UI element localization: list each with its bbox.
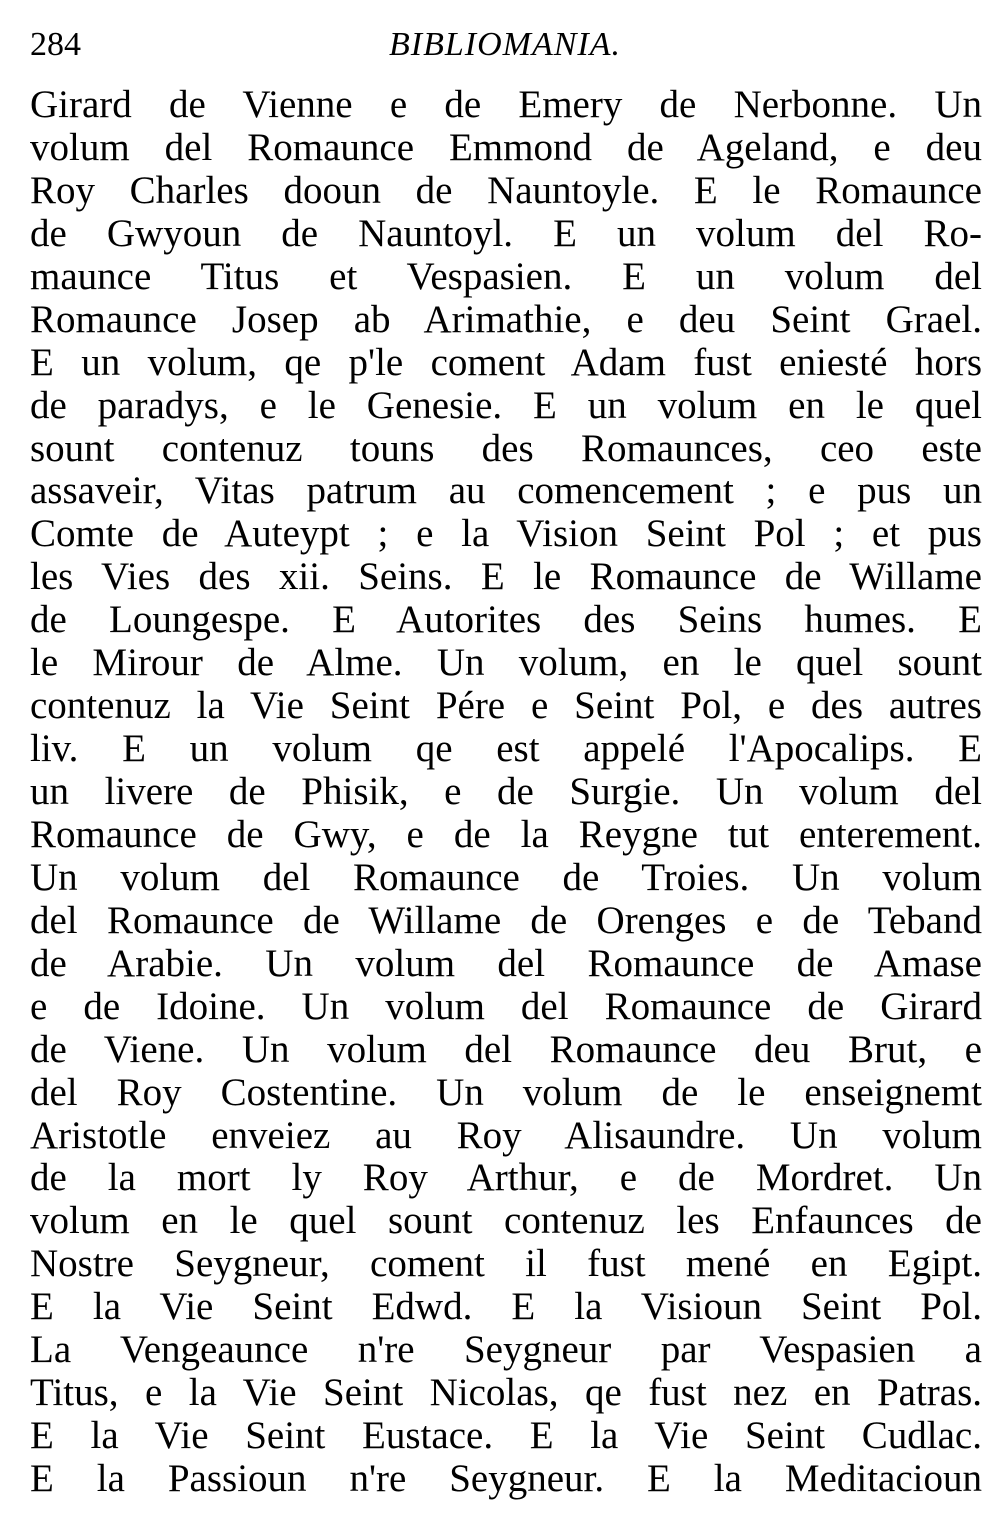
text-line: Titus, e la Vie Seint Nicolas, qe fust nez en Patras.: [30, 1372, 982, 1415]
text-line: assaveir, Vitas patrum au comencement ; e pus un: [30, 470, 982, 513]
text-line: E la Vie Seint Edwd. E la Visioun Seint Pol.: [30, 1286, 982, 1329]
page-number: 284: [30, 26, 81, 63]
page-header: [30, 22, 980, 72]
text-line: E la Passioun n're Seygneur. E la Meditacioun: [30, 1458, 982, 1500]
text-line: de paradys, e le Genesie. E un volum en le quel: [30, 384, 982, 427]
text-line: Aristotle enveiez au Roy Alisaundre. Un volum: [30, 1114, 982, 1157]
text-line: liv. E un volum qe est appelé l'Apocalips. E: [30, 728, 982, 771]
text-line: de Gwyoun de Nauntoyl. E un volum del Ro-: [30, 212, 982, 255]
text-line: del Roy Costentine. Un volum de le enseignemt: [30, 1071, 982, 1114]
text-line: Romaunce Josep ab Arimathie, e deu Seint Grael.: [30, 298, 982, 341]
text-line: del Romaunce de Willame de Orenges e de Teband: [30, 899, 982, 942]
text-line: La Vengeaunce n're Seygneur par Vespasien a: [30, 1329, 982, 1372]
text-line: volum del Romaunce Emmond de Ageland, e deu: [30, 126, 982, 169]
text-line: de Viene. Un volum del Romaunce deu Brut, e: [30, 1028, 982, 1071]
text-line: sount contenuz touns des Romaunces, ceo este: [30, 427, 982, 470]
text-line: e de Idoine. Un volum del Romaunce de Girard: [30, 985, 982, 1028]
text-line: Nostre Seygneur, coment il fust mené en Egipt.: [30, 1243, 982, 1286]
text-line: Romaunce de Gwy, e de la Reygne tut enterement.: [30, 813, 982, 856]
body-text: [30, 84, 982, 1501]
text-line: de Arabie. Un volum del Romaunce de Amase: [30, 942, 982, 985]
text-line: de la mort ly Roy Arthur, e de Mordret. Un: [30, 1157, 982, 1200]
text-line: maunce Titus et Vespasien. E un volum del: [30, 255, 982, 298]
text-line: Girard de Vienne e de Emery de Nerbonne. Un: [30, 84, 982, 126]
text-line: de Loungespe. E Autorites des Seins humes. E: [30, 599, 982, 642]
text-line: volum en le quel sount contenuz les Enfaunces de: [30, 1200, 982, 1243]
text-line: E la Vie Seint Eustace. E la Vie Seint Cudlac.: [30, 1415, 982, 1458]
text-line: le Mirour de Alme. Un volum, en le quel sount: [30, 642, 982, 685]
text-line: un livere de Phisik, e de Surgie. Un volum del: [30, 771, 982, 813]
text-line: Comte de Auteypt ; e la Vision Seint Pol ; et pus: [30, 513, 982, 556]
text-line: contenuz la Vie Seint Pére e Seint Pol, e des autres: [30, 685, 982, 728]
text-line: Un volum del Romaunce de Troies. Un volum: [30, 856, 982, 899]
text-line: Roy Charles dooun de Nauntoyle. E le Romaunce: [30, 169, 982, 212]
running-title: BIBLIOMANIA.: [388, 26, 621, 63]
text-line: E un volum, qe p'le coment Adam fust eniesté hors: [30, 341, 982, 384]
text-line: les Vies des xii. Seins. E le Romaunce de Willame: [30, 556, 982, 599]
